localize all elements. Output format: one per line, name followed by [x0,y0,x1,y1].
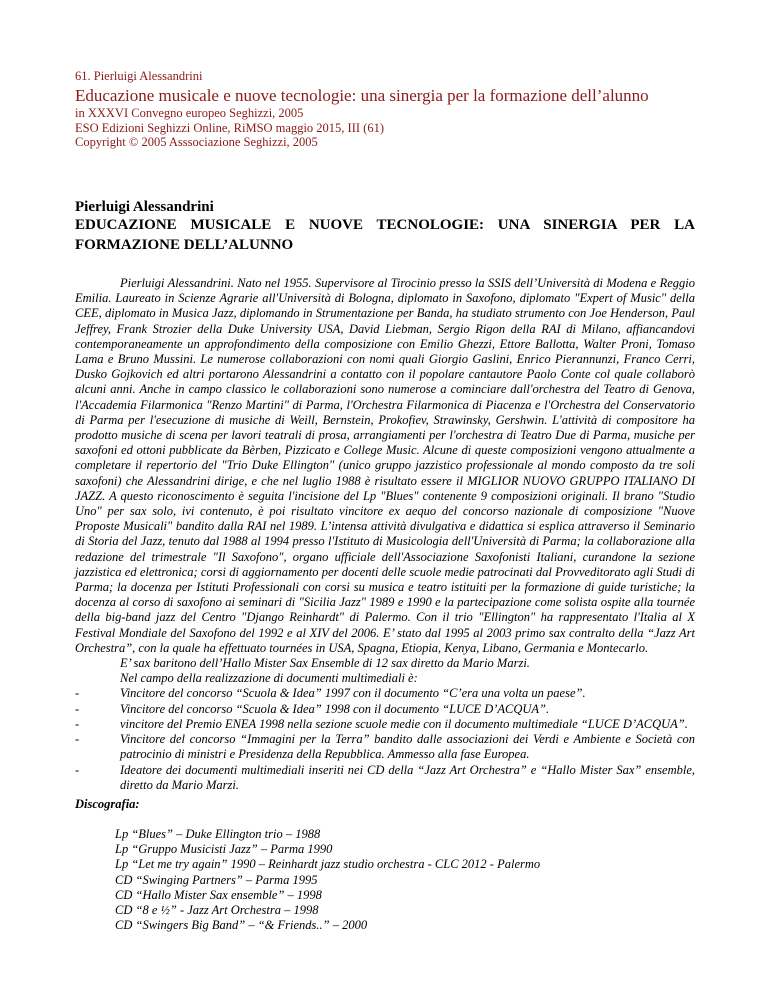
header-copyright-line: Copyright © 2005 Asssociazione Seghizzi, 2005 [75,135,318,149]
header-publication-line: ESO Edizioni Seghizzi Online, RiMSO maggio 2015, III (61) [75,120,384,135]
title-block [75,198,695,255]
header-article-number: 61. Pierluigi Alessandrini [75,69,203,83]
discography-list [75,827,695,933]
dash-bullet: - [75,686,80,701]
discography-heading: Discografia: [75,797,140,811]
list-item: Lp “Gruppo Musicisti Jazz” – Parma 1990 [115,842,333,857]
dash-bullet: - [75,762,80,777]
main-title-line-2: FORMAZIONE DELL’ALUNNO [75,236,294,253]
dash-bullet: - [75,716,80,731]
list-item: CD “Hallo Mister Sax ensemble” – 1998 [115,887,322,902]
list-item: - vincitore del Premio ENEA 1998 nella sezione scuole medie con il documento multimediale “LUCE D’ACQUA”. [75,716,688,731]
biography-paragraph: Pierluigi Alessandrini. Nato nel 1955. Supervisore al Tirocinio presso la SSIS dell’Università di Modena e Reggio Emilia. Laureato in Scienze Agrarie all'Università di Bologna, diplomato in Saxofono, diplomato "Expert of Music" della CEE, diplomato in Musica Jazz, diplomando in Strumentazione per Banda, ha studiato strumento con Joe Henderson, Paul Jeffrey, Frank Strozier della Duke University USA, David Liebman, Sergio Rigon della RAI di Milano, affiancandovi contemporaneamente un approfondimento della composizione con Emilio Ghezzi, Ettore Ballotta, Walter Proni, Tomaso Lama e Bruno Mussini. Le numerose collaborazioni con nomi quali Giorgio Gaslini, Enrico Pierannunzi, Franco Cerri, Dusko Gojkovich ed altri portarono Alessandrini a contatto con il popolare cantautore Paolo Conte col quale collaborò alcuni anni. Anche in campo classico le collaborazioni sono numerose a cominciare dall'orchestra del Teatro di Genova, l'Accademia Filarmonica "Renzo Martini" di Parma, l'Orchestra Filarmonica di Piacenza e l'Orchestra del Conservatorio di Parma per l'esecuzione di musiche di Weill, Bernstein, Prokofiev, Strawinsky, Gershwin. L'attività di compositore ha prodotto musiche di scena per lavori teatrali di prosa, arrangiamenti per l'orchestra di Teatro Due di Parma, musiche per saxofoni ed ottoni pubblicate da Bèrben, Pizzicato e College Music. Alcune di queste composizioni vengono attualmente a completare il repertorio del "Trio Duke Ellington" (unico gruppo jazzistico professionale al mondo composto da tre soli saxofoni) che Alessandrini dirige, e che nel luglio 1988 è risultato essere il MIGLIOR NUOVO GRUPPO ITALIANO DI JAZZ. A questo riconoscimento è seguita l'incisione del Lp "Blues" contenente 9 composizioni originali. Il brano "Studio Uno" per sax solo, ivi contenuto, è poi risultato vincitore ex aequo del concorso nazionale di composizione "Nuove Proposte Musicali" bandito dalla RAI nel 1989. L’intensa attività divulgativa e didattica si esplica attraverso il Seminario di Storia del Jazz, tenuto dal 1988 al 1994 presso l'Istituto di Musicologia dell'Università di Parma; la collaborazione alla redazione del trimestrale "Il Saxofono", organo ufficiale dell'Associazione Saxofonisti Italiani, curandone la sezione jazzistica ed elettronica; corsi di aggiornamento per docenti delle scuole medie patrocinati dal Provveditorato agli Studi di Parma; la docenza per Istituti Professionali con corsi su musica e teatro istituiti per la formazione di guide turistiche; la docenza al corso di saxofono ai seminari di "Sicilia Jazz" 1989 e 1990 e la partecipazione come solista ospite alla tournée della big-band jazz del Centro "Django Reinhardt" di Palermo. Con il trio "Ellington" ha rappresentato l'Italia al X Festival Mondiale del Saxofono del 1992 e al XIV del 2006. E’ stato dal 1995 al 2003 primo sax contralto della “Jazz Art Orchestra”, con la quale ha effettuato tournées in USA, Spagna, Etiopia, Kenya, Libano, Germania e Montecarlo. [75,276,695,655]
list-item: - Vincitore del concorso “Immagini per la Terra” bandito dalle associazioni dei Verdi e Ambiente e Società con patrocinio di ministri e Presidenza della Repubblica. Ammesso alla fase Europea. [75,732,695,762]
header-title: Educazione musicale e nuove tecnologie: una sinergia per la formazione dell’alunno [75,86,649,105]
list-item: CD “Swingers Big Band” – “& Friends..” – 2000 [115,918,368,933]
biography [75,276,695,793]
discography [75,797,695,933]
awards-list [75,686,695,792]
main-title-line-1: EDUCAZIONE MUSICALE E NUOVE TECNOLOGIE: UNA SINERGIA PER LA [75,217,695,233]
list-item: - Vincitore del concorso “Scuola & Idea” 1998 con il documento “LUCE D’ACQUA”. [75,701,550,716]
dash-bullet: - [75,732,80,747]
document-header [75,68,705,150]
dash-bullet: - [75,701,80,716]
list-item: CD “8 e ½” - Jazz Art Orchestra – 1998 [115,903,319,918]
list-item: - Vincitore del concorso “Scuola & Idea” 1997 con il documento “C’era una volta un paese”. [75,686,586,701]
list-item: Lp “Let me try again” 1990 – Reinhardt jazz studio orchestra - CLC 2012 - Palermo [115,857,541,872]
author-name: Pierluigi Alessandrini [75,199,214,215]
biography-line-multimedia: Nel campo della realizzazione di documenti multimediali è: [120,671,418,686]
biography-line-baritone: E’ sax baritono dell’Hallo Mister Sax Ensemble di 12 sax diretto da Mario Marzi. [120,656,530,671]
list-item: CD “Swinging Partners” – Parma 1995 [115,872,318,887]
list-item: Lp “Blues” – Duke Ellington trio – 1988 [115,827,321,841]
list-item: - Ideatore dei documenti multimediali inseriti nei CD della “Jazz Art Orchestra” e “Hallo Mister Sax” ensemble, diretto da Mario Marzi. [75,762,695,792]
header-source-line: in XXXVI Convegno europeo Seghizzi, 2005 [75,106,304,120]
